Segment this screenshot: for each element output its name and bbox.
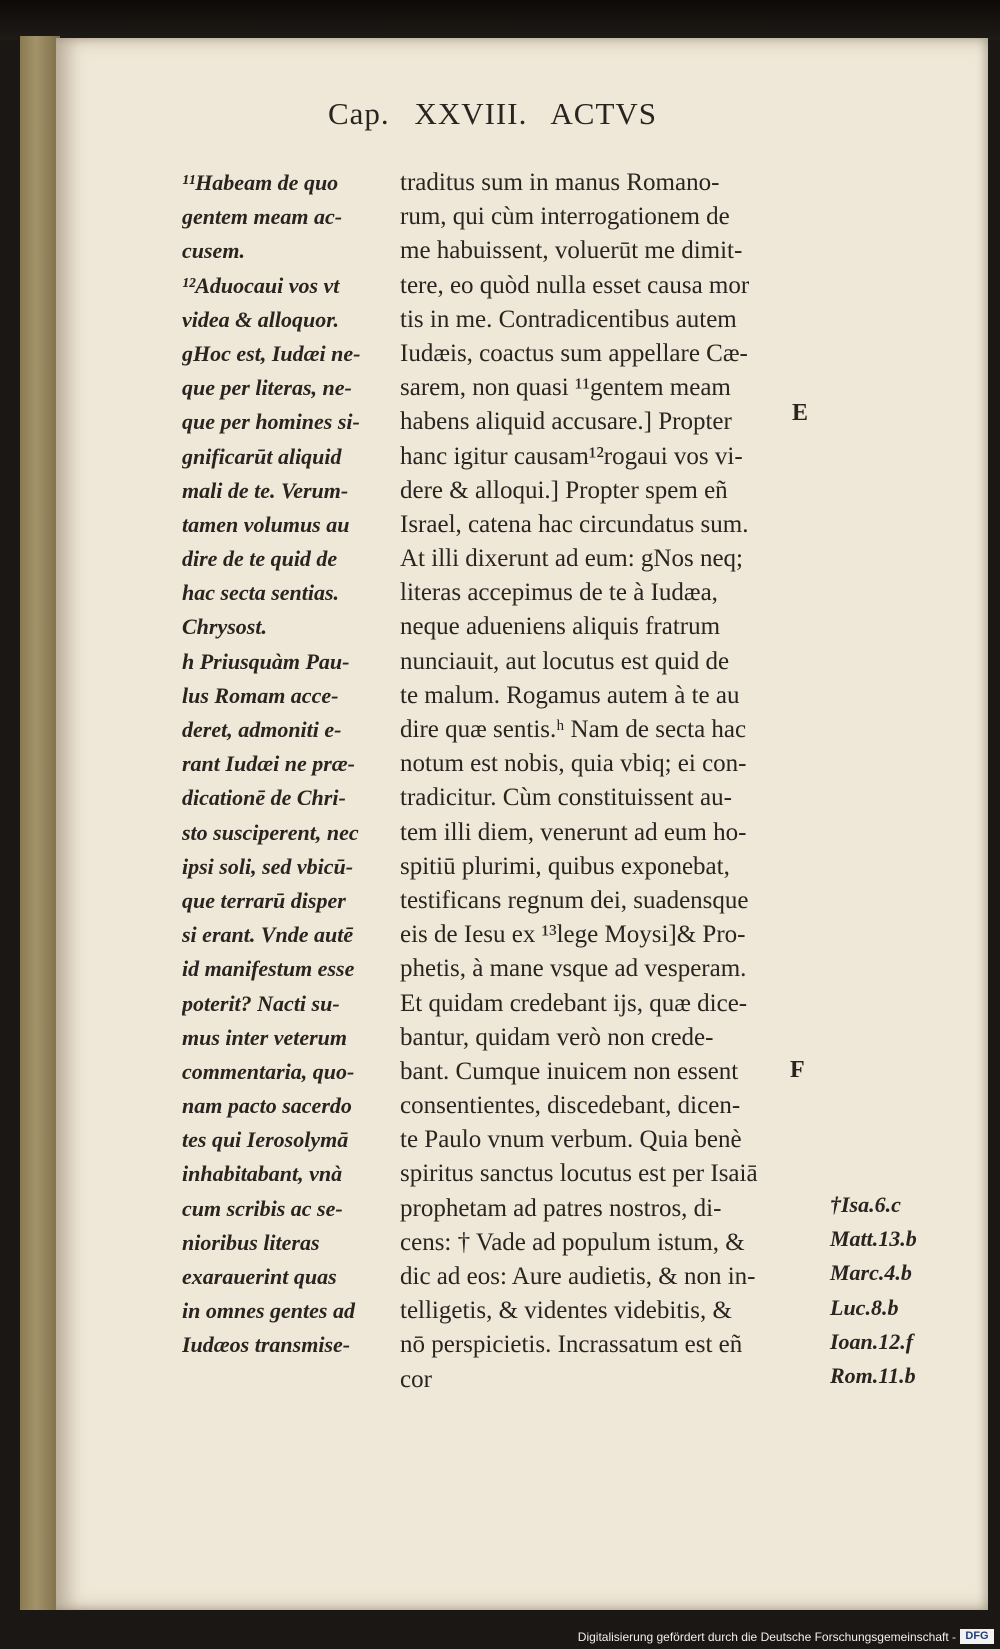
gloss-line: ¹²Aduocaui vos vt bbox=[182, 272, 340, 298]
running-head-title: ACTVS bbox=[550, 96, 658, 131]
text-line: Israel, catena hac circundatus sum. bbox=[400, 510, 749, 538]
margin-reference: Rom.11.b bbox=[830, 1362, 916, 1388]
running-head-numeral: XXVIII. bbox=[414, 96, 528, 131]
book-spine bbox=[20, 36, 60, 1610]
gloss-line: inhabitabant, vnà bbox=[182, 1161, 343, 1187]
text-line: spiritus sanctus locutus est per Isaiā bbox=[400, 1160, 758, 1188]
gloss-line: videa & alloquor. bbox=[182, 306, 340, 332]
text-line: dere & alloqui.] Propter spem eñ bbox=[400, 476, 728, 504]
text-line: bant. Cumque inuicem non essent bbox=[400, 1057, 739, 1085]
running-head bbox=[328, 96, 768, 142]
gloss-line: hac secta sentias. bbox=[182, 580, 340, 606]
gloss-line: que per literas, ne- bbox=[182, 375, 352, 401]
text-line: eis de Iesu ex ¹³lege Moysi]& Pro- bbox=[400, 921, 746, 949]
gloss-line: commentaria, quo- bbox=[182, 1058, 355, 1084]
gloss-line: que terrarū disper bbox=[182, 887, 346, 913]
text-line: consentientes, discedebant, dicen- bbox=[400, 1092, 741, 1120]
gloss-line: in omnes gentes ad bbox=[182, 1298, 355, 1324]
text-line: testificans regnum dei, suadensque bbox=[400, 886, 749, 914]
text-line: dic ad eos: Aure audietis, & non in- bbox=[400, 1263, 756, 1290]
gloss-line: Iudæos transmise- bbox=[182, 1332, 351, 1358]
text-line: bantur, quidam verò non crede- bbox=[400, 1023, 714, 1051]
gloss-line: poterit? Nacti su- bbox=[182, 990, 340, 1016]
text-line: traditus sum in manus Romano- bbox=[400, 169, 720, 196]
gloss-line: rant Iudæi ne præ- bbox=[182, 751, 355, 777]
text-line: literas accepimus de te à Iudæa, bbox=[400, 579, 718, 607]
gloss-line: id manifestum esse bbox=[182, 956, 355, 982]
gloss-line: cusem. bbox=[182, 238, 245, 264]
text-line: At illi dixerunt ad eum: gNos neq; bbox=[400, 545, 744, 573]
gloss-line: gHoc est, Iudæi ne- bbox=[182, 340, 361, 366]
text-line: sarem, non quasi ¹¹gentem meam bbox=[400, 374, 731, 402]
section-letter-e: E bbox=[792, 400, 809, 426]
text-line: rum, qui cùm interrogationem de bbox=[400, 203, 730, 231]
margin-reference: Ioan.12.f bbox=[830, 1328, 914, 1354]
text-line: Iudæis, coactus sum appellare Cæ- bbox=[400, 339, 748, 367]
gloss-line: tamen volumus au bbox=[182, 511, 350, 537]
text-line: hanc igitur causam¹²rogaui vos vi- bbox=[400, 442, 743, 470]
running-head-chapter: Cap. bbox=[328, 96, 390, 131]
text-line: tem illi diem, venerunt ad eum ho- bbox=[400, 818, 747, 846]
margin-reference: †Isa.6.c bbox=[830, 1192, 901, 1217]
text-line: neque adueniens aliquis fratrum bbox=[400, 613, 721, 641]
gloss-line: gnificarūt aliquid bbox=[182, 443, 342, 469]
text-line: cor bbox=[400, 1365, 432, 1393]
text-line: me habuissent, voluerūt me dimit- bbox=[400, 237, 743, 265]
margin-reference: Marc.4.b bbox=[830, 1260, 912, 1286]
text-line: nunciauit, aut locutus est quid de bbox=[400, 647, 730, 675]
gloss-line: si erant. Vnde autē bbox=[182, 922, 354, 948]
text-line: nō perspicietis. Incrassatum est eñ bbox=[400, 1331, 743, 1359]
text-line: habens aliquid accusare.] Propter bbox=[400, 408, 732, 436]
gloss-line: ipsi soli, sed vbicū- bbox=[182, 853, 354, 879]
gloss-line: tes qui Ierosolymā bbox=[182, 1127, 349, 1153]
gloss-line: h Priusquàm Pau- bbox=[182, 648, 350, 674]
gloss-line: lus Romam acce- bbox=[182, 682, 339, 708]
gloss-line: cum scribis ac se- bbox=[182, 1195, 343, 1221]
text-line: tis in me. Contradicentibus autem bbox=[400, 305, 737, 333]
gloss-line: dicationē de Chri- bbox=[182, 785, 346, 811]
text-line: prophetam ad patres nostros, di- bbox=[400, 1194, 722, 1222]
margin-reference: Matt.13.b bbox=[830, 1226, 917, 1252]
text-line: tere, eo quòd nulla esset causa mor bbox=[400, 271, 750, 299]
text-line: tradicitur. Cùm constituissent au- bbox=[400, 784, 732, 812]
margin-reference: Luc.8.b bbox=[830, 1294, 899, 1320]
gloss-line: Chrysost. bbox=[182, 614, 267, 640]
scan-background-top bbox=[0, 0, 1000, 40]
text-line: dire quæ sentis.ʰ Nam de secta hac bbox=[400, 716, 747, 743]
gloss-line: nam pacto sacerdo bbox=[182, 1093, 352, 1119]
text-line: notum est nobis, quia vbiq; ei con- bbox=[400, 750, 747, 778]
gloss-line: nioribus literas bbox=[182, 1229, 320, 1255]
text-line: Et quidam credebant ijs, quæ dice- bbox=[400, 989, 748, 1017]
gloss-line: mus inter veterum bbox=[182, 1024, 348, 1050]
dfg-logo: DFG bbox=[960, 1629, 994, 1644]
gloss-line: gentem meam ac- bbox=[182, 204, 343, 230]
footer-credit: Digitalisierung gefördert durch die Deutsche Forschungsgemeinschaft - bbox=[577, 1630, 956, 1644]
scripture-references bbox=[830, 1188, 970, 1393]
text-line: te malum. Rogamus autem à te au bbox=[400, 681, 740, 709]
section-letter-f: F bbox=[790, 1057, 805, 1083]
gloss-line: ¹¹Habeam de quo bbox=[182, 170, 339, 195]
gloss-line: mali de te. Verum- bbox=[182, 477, 349, 503]
gloss-line: dire de te quid de bbox=[182, 546, 338, 572]
gloss-line: que per homines si- bbox=[182, 409, 360, 435]
text-line: spitiū plurimi, quibus exponebat, bbox=[400, 852, 730, 880]
gloss-line: deret, admoniti e- bbox=[182, 717, 342, 742]
text-line: telligetis, & videntes videbitis, & bbox=[400, 1297, 732, 1325]
side-gloss-column bbox=[182, 166, 394, 1363]
main-text-column bbox=[400, 166, 830, 1397]
text-line: phetis, à mane vsque ad vesperam. bbox=[400, 955, 747, 983]
gloss-line: sto susciperent, nec bbox=[182, 819, 359, 845]
text-line: cens: † Vade ad populum istum, & bbox=[400, 1228, 745, 1256]
gloss-line: exarauerint quas bbox=[182, 1264, 337, 1289]
text-line: te Paulo vnum verbum. Quia benè bbox=[400, 1126, 742, 1154]
